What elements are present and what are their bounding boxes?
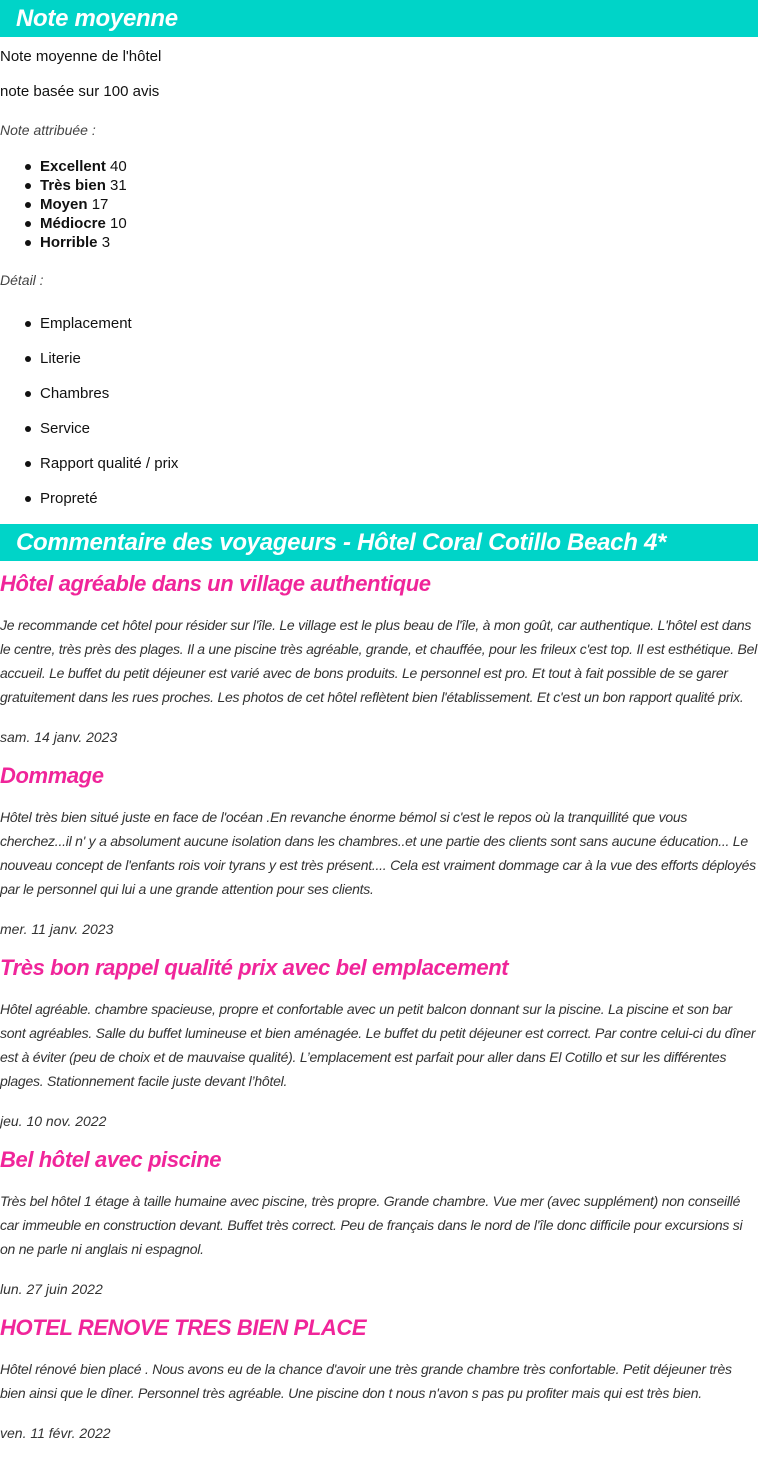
detail-item-proprete: Propreté: [40, 481, 758, 516]
review: [0, 1133, 758, 1301]
detail-item-rapport-qualite-prix: Rapport qualité / prix: [40, 446, 758, 481]
review-date: jeu. 10 nov. 2022: [0, 1113, 107, 1129]
review-title: HOTEL RENOVE TRES BIEN PLACE: [0, 1315, 367, 1340]
review: [0, 561, 758, 749]
rating-count: 3: [101, 234, 111, 251]
review-body: Je recommande cet hôtel pour résider sur l'île. Le village est le plus beau de l'île, à mon goût, car authentique. L'hôtel est dans le centre, très près des plages. Il a une piscine très agréable, grande, et chauffée, pour les frileux c'est top. Il est esthétique. Bel accueil. Le buffet du petit déjeuner est varié avec de bons produits. Le personnel est pro. Et tout à fait possible de se garer gratuitement dans les rues proches. Les photos de cet hôtel reflètent bien l'établissement. Et c'est un bon rapport qualité prix.: [0, 617, 758, 705]
detail-item-literie: Literie: [40, 341, 758, 376]
review: [0, 1301, 758, 1445]
reviews-header: Commentaire des voyageurs - Hôtel Coral Cotillo Beach 4*: [0, 524, 758, 561]
review-title: Très bon rappel qualité prix avec bel emplacement: [0, 955, 509, 980]
reviews-section: [0, 524, 758, 1445]
rating-item-moyen: [40, 195, 758, 214]
review-body: Hôtel très bien situé juste en face de l'océan .En revanche énorme bémol si c'est le repos où la tranquillité que vous cherchez...il n' y a absolument aucune isolation dans les chambres..et une partie des clients sont sans aucune éducation... Le nouveau concept de l'enfants rois voir tyrans y est très présent.... Cela est vraiment dommage car à la vue des efforts déployés par le personnel qui lui a une grande attention pour ses clients.: [0, 809, 756, 897]
rating-item-tres-bien: [40, 176, 758, 195]
review-body: Hôtel rénové bien placé . Nous avons eu de la chance d'avoir une très grande chambre très confortable. Petit déjeuner très bien ainsi que le dîner. Personnel très agréable. Une piscine don t nous n'avon s pas pu profiter mais qui est très bien.: [0, 1361, 732, 1401]
average-rating-section: [0, 0, 758, 516]
ratings-label: Note attribuée :: [0, 122, 96, 138]
rating-label: Excellent: [40, 158, 106, 175]
rating-count: 40: [110, 158, 127, 175]
review-body: Très bel hôtel 1 étage à taille humaine avec piscine, très propre. Grande chambre. Vue mer (avec supplément) non conseillé car immeuble en construction devant. Buffet très correct. Peu de français dans le nord de l'île donc difficile pour excursions si on ne parle ni anglais ni espagnol.: [0, 1193, 743, 1257]
review-date: sam. 14 janv. 2023: [0, 729, 118, 745]
review-count-text: note basée sur 100 avis: [0, 83, 160, 100]
rating-count: 10: [110, 215, 127, 232]
rating-count: 17: [91, 196, 109, 213]
rating-item-excellent: [40, 157, 758, 176]
average-rating-header: Note moyenne: [0, 0, 758, 37]
review-date: lun. 27 juin 2022: [0, 1281, 103, 1297]
average-rating-title: Note moyenne de l'hôtel: [0, 48, 162, 65]
rating-label: Médiocre: [40, 215, 106, 232]
ratings-list: [0, 139, 758, 252]
rating-item-mediocre: [40, 214, 758, 233]
rating-label: Moyen: [40, 196, 88, 213]
review-body: Hôtel agréable. chambre spacieuse, propre et confortable avec un petit balcon donnant sur la piscine. La piscine et son bar sont agréables. Salle du buffet lumineuse et bien aménagée. Le buffet du petit déjeuner est correct. Par contre celui-ci du dîner est à éviter (peu de choix et de mauvaise qualité). L’emplacement est parfait pour aller dans El Cotillo et sur les différentes plages. Stationnement facile juste devant l’hôtel.: [0, 1001, 756, 1089]
detail-label: Détail :: [0, 272, 44, 288]
review-title: Hôtel agréable dans un village authentique: [0, 571, 431, 596]
rating-item-horrible: [40, 233, 758, 252]
rating-label: Très bien: [40, 177, 106, 194]
review-date: ven. 11 févr. 2022: [0, 1425, 111, 1441]
rating-count: 31: [110, 177, 127, 194]
detail-item-chambres: Chambres: [40, 376, 758, 411]
detail-item-service: Service: [40, 411, 758, 446]
detail-item-emplacement: Emplacement: [40, 306, 758, 341]
review: [0, 941, 758, 1133]
review: [0, 749, 758, 941]
rating-label: Horrible: [40, 234, 98, 251]
review-title: Dommage: [0, 763, 104, 788]
detail-list: [0, 289, 758, 516]
review-date: mer. 11 janv. 2023: [0, 921, 114, 937]
review-title: Bel hôtel avec piscine: [0, 1147, 222, 1172]
